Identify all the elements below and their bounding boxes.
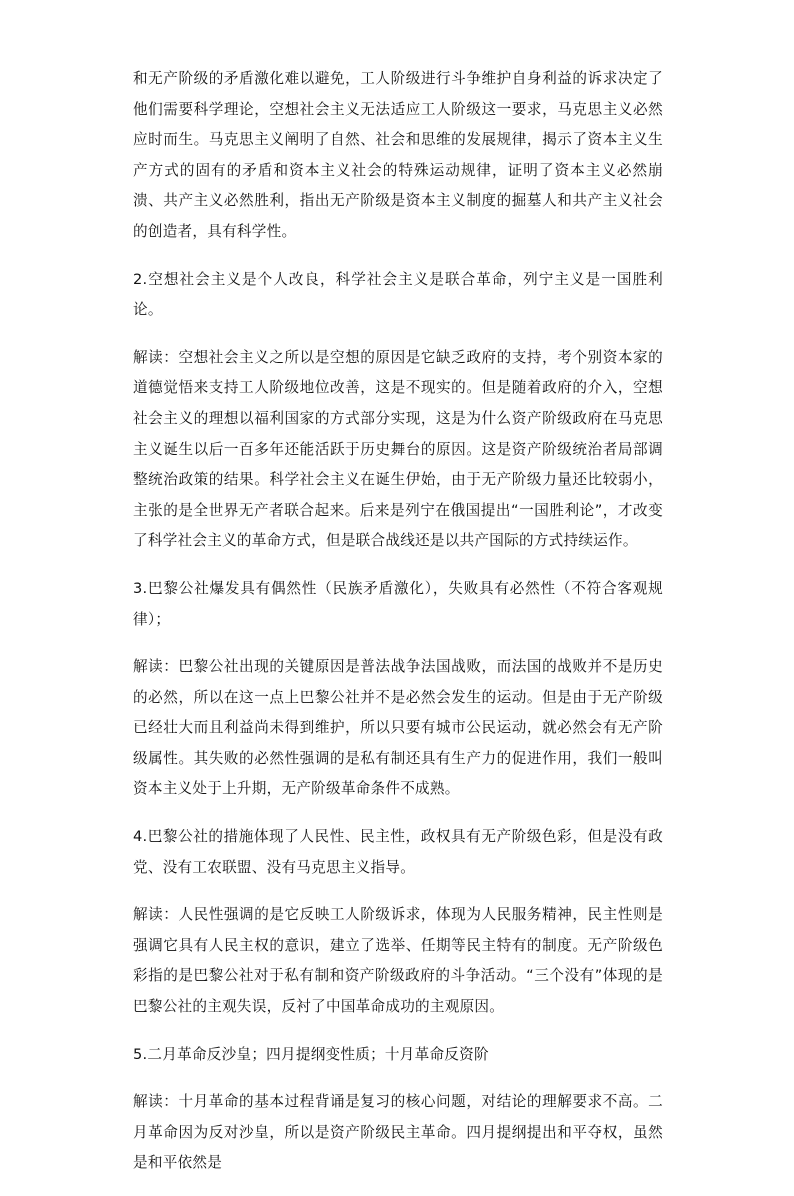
- paragraph-point-5: 5.二月革命反沙皇；四月提纲变性质；十月革命反资阶: [133, 1045, 489, 1063]
- paragraph-point-4: 4.巴黎公社的措施体现了人民性、民主性，政权具有无产阶级色彩，但是没有政党、没有工农联盟、没有马克思主义指导。: [133, 828, 663, 876]
- paragraph-interpretation: 解读：十月革命的基本过程背诵是复习的核心问题，对结论的理解要求不高。二月革命因为反对沙皇，所以是资产阶级民主革命。四月提纲提出和平夺权，虽然是和平依然是: [133, 1093, 663, 1172]
- paragraph-point-3: 3.巴黎公社爆发具有偶然性（民族矛盾激化），失败具有必然性（不符合客观规律）；: [133, 579, 663, 628]
- paragraph-point-2: 2.空想社会主义是个人改良，科学社会主义是联合革命，列宁主义是一国胜利论。: [133, 270, 663, 319]
- paragraph-interpretation: 解读：空想社会主义之所以是空想的原因是它缺乏政府的支持，考个别资本家的道德觉悟来支持工人阶级地位改善，这是不现实的。但是随着政府的介入，空想社会主义的理想以福利国家的方式部分实现，这是为什么资产阶级政府在马克思主义诞生以后一百多年还能活跃于历史舞台的原因。这是资产阶级统治者局部调整统治政策的结果。科学社会主义在诞生伊始，由于无产阶级力量还比较弱小，主张的是全世界无产者联合起来。后来是列宁在俄国提出“一国胜利论”，才改变了科学社会主义的革命方式，但是联合战线还是以共产国际的方式持续运作。: [133, 348, 663, 550]
- paragraph-interpretation: 解读：人民性强调的是它反映工人阶级诉求，体现为人民服务精神，民主性则是强调它具有人民主权的意识，建立了选举、任期等民主特有的制度。无产阶级色彩指的是巴黎公社对于私有制和资产阶级政府的斗争活动。“三个没有”体现的是巴黎公社的主观失误，反衬了中国革命成功的主观原因。: [133, 906, 663, 1016]
- paragraph-interpretation: 解读：巴黎公社出现的关键原因是普法战争法国战败，而法国的战败并不是历史的必然，所以在这一点上巴黎公社并不是必然会发生的运动。但是由于无产阶级已经壮大而且利益尚未得到维护，所以只要有城市公民运动，就必然会有无产阶级属性。其失败的必然性强调的是私有制还具有生产力的促进作用，我们一般叫资本主义处于上升期，无产阶级革命条件不成熟。: [133, 658, 663, 798]
- document-page: [133, 64, 663, 1196]
- paragraph-body: 和无产阶级的矛盾激化难以避免，工人阶级进行斗争维护自身利益的诉求决定了他们需要科学理论，空想社会主义无法适应工人阶级这一要求，马克思主义必然应时而生。马克思主义阐明了自然、社会和思维的发展规律，揭示了资本主义生产方式的固有的矛盾和资本主义社会的特殊运动规律，证明了资本主义必然崩溃、共产主义必然胜利，指出无产阶级是资本主义制度的掘墓人和共产主义社会的创造者，具有科学性。: [133, 70, 663, 240]
